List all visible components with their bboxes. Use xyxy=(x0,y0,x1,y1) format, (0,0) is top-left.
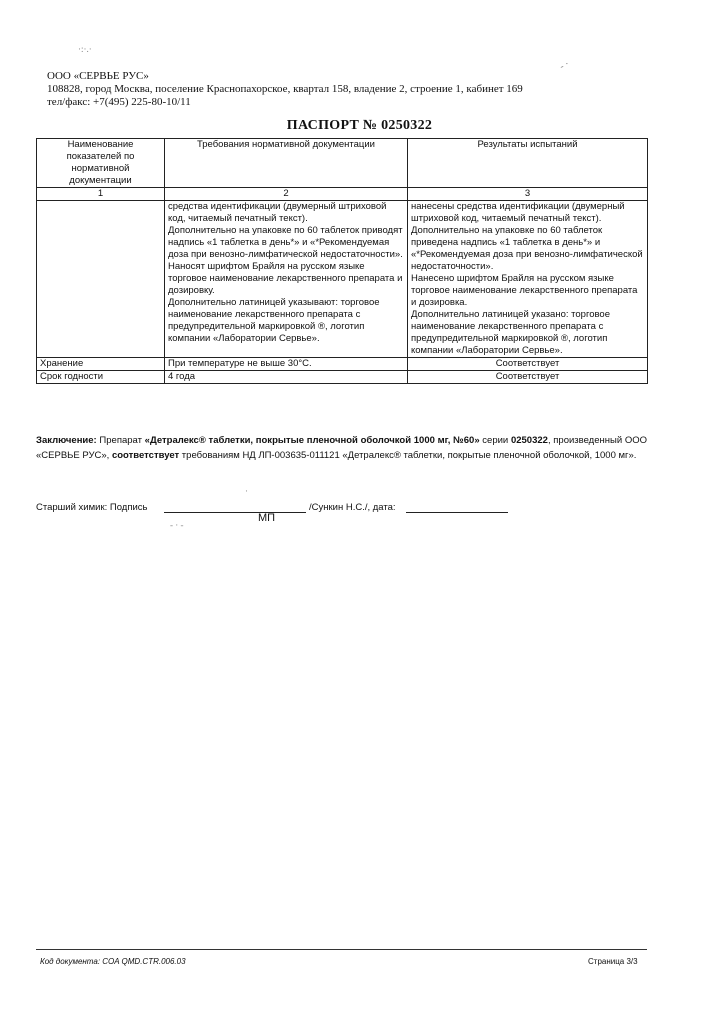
header-col-2: Требования нормативной документации xyxy=(165,139,408,188)
scan-mark: - · xyxy=(558,58,572,73)
result-text: Дополнительно на упаковке по 60 таблеток приведена надпись «1 таблетка в день*» и «*Рекомендуемая доза при венозно-лимфатической недостаточности». xyxy=(411,225,643,272)
conclusion-label: Заключение: xyxy=(36,435,97,446)
document-code: Код документа: COA QMD.CTR.006.03 xyxy=(40,957,186,966)
row-requirement: При температуре не выше 30°С. xyxy=(165,358,408,371)
table-header-row xyxy=(37,139,648,188)
passport-table xyxy=(36,138,648,384)
header-col-1: Наименование показателей по нормативной документации xyxy=(37,139,165,188)
table-row xyxy=(37,371,648,384)
table-row xyxy=(37,201,648,358)
col-number-3: 3 xyxy=(408,188,648,201)
signature-label: Старший химик: Подпись xyxy=(36,502,148,513)
stamp-mark: МП xyxy=(258,512,276,524)
company-name: ООО «СЕРВЬЕ РУС» xyxy=(47,70,149,82)
conclusion-product: «Детралекс® таблетки, покрытые пленочной оболочкой 1000 мг, №60» xyxy=(144,435,480,446)
column-number-row xyxy=(37,188,648,201)
row-result: Соответствует xyxy=(408,358,648,371)
scan-mark: ·:·.· xyxy=(78,44,92,54)
footer-divider xyxy=(36,949,647,950)
result-text: Нанесено шрифтом Брайля на русском языке торговое наименование лекарственного препарата и дозировка. xyxy=(411,273,638,308)
signature-line xyxy=(164,512,306,513)
table-row xyxy=(37,358,648,371)
page-number: Страница 3/3 xyxy=(588,957,638,966)
conclusion-series: 0250322 xyxy=(510,435,548,446)
conclusion-text: серии xyxy=(479,435,511,446)
requirement-text: Дополнительно на упаковке по 60 таблеток приводят надпись «1 таблетка в день*» и «*Рекомендуемая доза при венозно-лимфатической недостаточности». xyxy=(168,225,403,260)
conclusion-text: , произведенный ООО «СЕРВЬЕ РУС», xyxy=(36,435,647,461)
requirements-cell xyxy=(165,201,408,358)
requirement-text: Дополнительно латиницей указывают: торговое наименование лекарственного препарата с предупредительной маркировкой ®, логотип компании «Лаборатории Сервье». xyxy=(168,297,380,344)
conclusion-verdict: соответствует xyxy=(111,450,180,461)
row-result: Соответствует xyxy=(408,371,648,384)
col-number-1: 1 xyxy=(37,188,165,201)
result-text: Дополнительно латиницей указано: торговое наименование лекарственного препарата с предупредительной маркировкой ®, логотип компании «Лаборатории Сервье». xyxy=(411,309,611,356)
company-address: 108828, город Москва, поселение Краснопахорское, квартал 158, владение 2, строение 1, кабинет 169 xyxy=(47,83,523,95)
scan-mark: - · - xyxy=(170,520,184,530)
page-title: ПАСПОРТ № 0250322 xyxy=(286,118,433,133)
scan-mark: · xyxy=(245,486,248,496)
requirement-text: средства идентификации (двумерный штриховой код, читаемый печатный текст). xyxy=(168,201,387,224)
header-col-3: Результаты испытаний xyxy=(408,139,648,188)
row-requirement: 4 года xyxy=(165,371,408,384)
conclusion-text: Препарат xyxy=(96,435,145,446)
results-cell xyxy=(408,201,648,358)
row-name: Срок годности xyxy=(37,371,165,384)
name-cell-empty xyxy=(37,201,165,358)
row-name: Хранение xyxy=(37,358,165,371)
requirement-text: Наносят шрифтом Брайля на русском языке торговое наименование лекарственного препарата и дозировку. xyxy=(168,261,403,296)
col-number-2: 2 xyxy=(165,188,408,201)
signer-name: /Сункин Н.С./, дата: xyxy=(309,502,396,513)
date-line xyxy=(406,512,508,513)
conclusion-paragraph xyxy=(36,433,647,463)
company-phone: тел/факс: +7(495) 225-80-10/11 xyxy=(47,96,191,108)
conclusion-text: требованиям НД ЛП-003635-011121 «Детралекс® таблетки, покрытые пленочной оболочкой, 1000 мг». xyxy=(179,450,637,461)
result-text: нанесены средства идентификации (двумерный штриховой код, читаемый печатный текст). xyxy=(411,201,625,224)
